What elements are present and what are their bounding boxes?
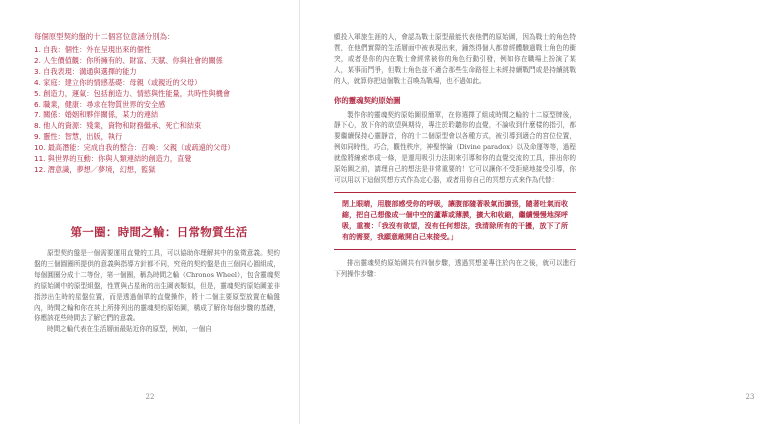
body-paragraph: 製作你的靈魂契約原始圖很簡單，在你選擇了組成時間之輪的十二原型牌後，靜下心，放下你的欲望與期待，專注於聆聽你的直覺，不論收到什麼樣的指引，都要繼續保持心靈靜音，你的十二個原型會以各種方式，被引導到適合的宮位位置，例如同時性，巧合，觀性秩序，神聖悖論（Divine paradox）以及命運等等，過程就像將線索串成一條，是運用吸引力法則來引導和你的直覺交流的工具，排出你的原始圖之前，請理自己的想法是非常重要的！它可以讓你不受拒絕地接受引導，你可以用以下這個冥想方式作為定心器，或者用你自己的冥想方式來作為代替： bbox=[334, 110, 576, 184]
list-item: 3. 自我表現：溝通與選擇的能力 bbox=[34, 66, 137, 76]
list-item: 7. 關係：婚姻和夥伴關係，某力的連結 bbox=[34, 110, 159, 120]
body-paragraph: 時間之輪代表在生活層面最貼近你的原型，例如，一個自 bbox=[47, 325, 212, 334]
list-item: 5. 創造力，運氣：包括創造力、情慾與性能量，共時性與機會 bbox=[34, 88, 231, 98]
list-item: 10. 最高潛能：完成自我的整合：召喚：父親（或疏遠的父母） bbox=[34, 143, 235, 153]
houses-intro: 每個原型契約盤的十二個宮位意涵分別為： bbox=[34, 32, 175, 41]
houses-list bbox=[34, 45, 284, 176]
list-item: 4. 家庭：建立你的情感基礎：母親（或親近的父母） bbox=[34, 77, 202, 87]
left-page bbox=[0, 0, 300, 424]
list-item: 11. 與世界的互動：你與人類連結的創造力，直覺 bbox=[34, 154, 192, 164]
list-item: 2. 人生價值觀：你所擁有的、財富、天賦、你與社會的關係 bbox=[34, 55, 223, 65]
meditation-callout: 閉上眼睛，用腹部感受你的呼吸，讓腹部隨著吸氣而擴張，隨著吐氣而收縮，把自己想像成一個中空的蘆葦或薄膜，擴大和收縮，繼續慢慢地深呼吸，重複：「我沒有欲望，沒有任何想法，我清除所有的干擾，放下了所有的需要，我願意敞開自己來接受。」 bbox=[334, 192, 576, 250]
list-item: 1. 自我：個性：外在呈現出來的個性 bbox=[34, 45, 151, 54]
left-body-text bbox=[34, 248, 280, 335]
list-item: 12. 潛意識，夢想／夢境，幻想，監獄 bbox=[34, 164, 156, 174]
body-paragraph: 願投入軍旅生涯的人，會認為戰士原型最能代表他們的原始圖，因為戰士的角色特質，在他們實際的生活層面中被表現出來，鐘然得個人都曾經體驗過戰士角色的衝突，或者是你的內在戰士會經常被你的角色行動引發，例如你在職場上扮演了某人，某事而鬥爭，但戰士角色並不適合那些生命路徑上未經持續戰鬥或是持續挑戰的人，就算你把這個戰士召喚為戰場，也不過如此。 bbox=[334, 33, 576, 85]
page-number: 23 bbox=[745, 393, 755, 401]
list-item: 9. 靈性：智慧，出版，執行 bbox=[34, 132, 123, 142]
body-paragraph: 排出靈魂契約原始圖共有四個步驟，透過冥想並專注於內在之後，就可以進行下列操作步驟： bbox=[334, 258, 576, 278]
page-number: 22 bbox=[145, 393, 155, 401]
list-item: 6. 職業，健康：尋求在物質世界的安全感 bbox=[34, 99, 166, 109]
chapter-title: 第一圈：時間之輪：日常物質生活 bbox=[70, 225, 248, 239]
right-body-text bbox=[334, 32, 576, 280]
section-heading: 你的靈魂契約原始圖 bbox=[334, 95, 401, 105]
list-item: 8. 他人的資源：殘業，資物和財務繼承、死亡和結束 bbox=[34, 121, 202, 131]
body-paragraph: 原型契約盤是一個需要運用直覺的工具，可以協助你理解其中的象徵意義。契約盤的三個圓圈所提供的意義與指導方針都不同，究竟的契約盤是由三個同心圓組成，每個圓圈分成十二等份，第一個圈，稱為時間之輪（Chronos Wheel），包含靈魂契約原始圖中的原型組盤，性質與占星術的出生圖表類似，但是，靈魂契約原始圖並非指涉出生時的星盤位置，而是透過個單的直覺操作，將十二個主要原型放置在輪盤內，時間之輪和你在其上所排列出的靈魂契約原始圖，構成了解你每個步驟的基礎，你應該花些時間去了解它們的意義。 bbox=[34, 249, 280, 323]
